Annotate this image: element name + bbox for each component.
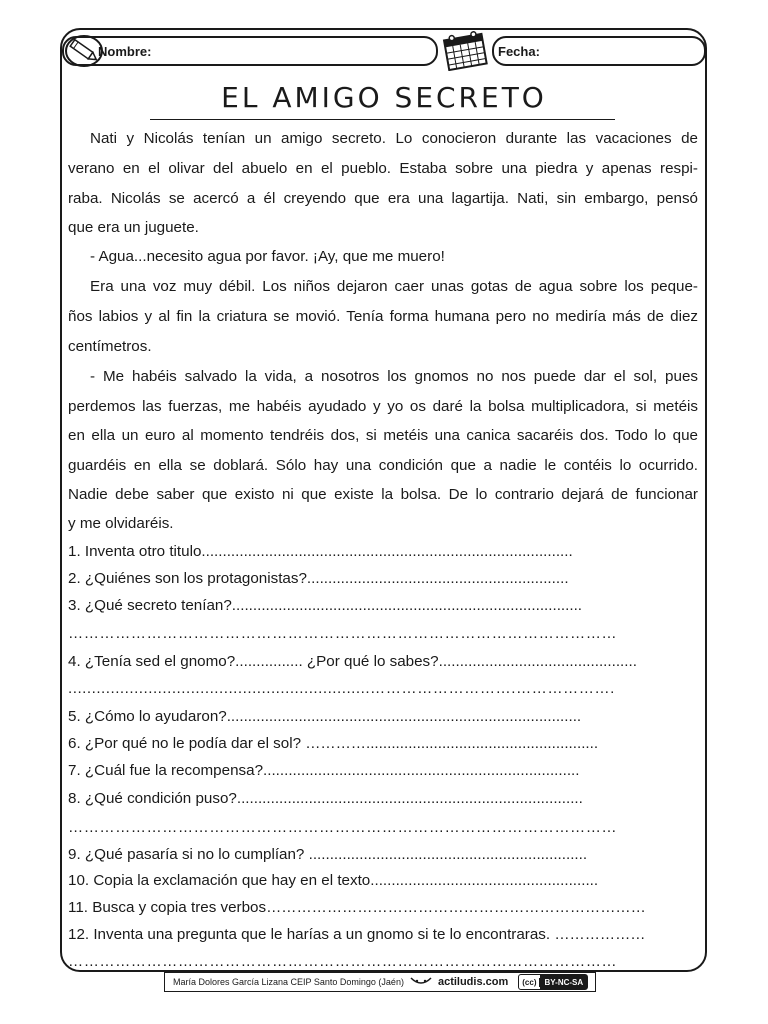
question-item: 9. ¿Qué pasaría si no lo cumplían? ..................................................................	[68, 846, 588, 863]
answer-line[interactable]: ……………………………………………………………………………………………	[68, 953, 618, 970]
story-line: Nati y Nicolás tenían un amigo secreto. Lo conocieron durante las vacaciones de	[90, 130, 698, 147]
answer-line[interactable]: ................................................................……………………….……………….	[68, 680, 615, 697]
question-item: 3. ¿Qué secreto tenían?...................................................................................	[68, 597, 583, 614]
actiludis-logo-icon	[410, 976, 432, 988]
date-field[interactable]	[492, 36, 706, 66]
question-item: 4. ¿Tenía sed el gnomo?................ ¿Por qué lo sabes?...............................................	[68, 653, 637, 670]
worksheet-title: EL AMIGO SECRETO	[221, 81, 547, 114]
question-item: 6. ¿Por qué no le podía dar el sol? ………….......................................................	[68, 735, 599, 752]
story-line: raba. Nicolás se acercó a él creyendo que era una lagartija. Nati, sin embargo, pensó	[68, 190, 698, 207]
calendar-icon	[440, 29, 490, 71]
question-item: 1. Inventa otro titulo........................................................................................	[68, 543, 573, 560]
story-line: Era una voz muy débil. Los niños dejaron caer unas gotas de agua sobre los peque-	[90, 278, 698, 295]
story-line: guardéis en ella se doblará. Sólo hay una condición que a nadie le contéis lo ocurrido.	[68, 457, 698, 474]
question-item: 12. Inventa una pregunta que le harías a un gnomo si te lo encontraras. ………………	[68, 926, 646, 943]
question-item: 2. ¿Quiénes son los protagonistas?..............................................................	[68, 570, 569, 587]
story-line: - Me habéis salvado la vida, a nosotros los gnomos no nos puede dar el sol, pues	[90, 368, 698, 385]
cc-symbol: (cc)	[519, 978, 540, 987]
question-item: 5. ¿Cómo lo ayudaron?....................................................................................	[68, 708, 582, 725]
name-label: Nombre:	[98, 43, 152, 59]
story-line: en ella un euro al momento tendréis dos, si metéis una canica sacaréis dos. Todo lo que	[68, 427, 698, 444]
question-item: 11. Busca y copia tres verbos…………………………………………………………………	[68, 899, 646, 916]
question-item: 10. Copia la exclamación que hay en el texto......................................................	[68, 872, 599, 889]
story-line: verano en el olivar del abuelo en el pueblo. Estaba sobre una piedra y apenas respi-	[68, 160, 698, 177]
license-badge[interactable]	[518, 974, 588, 990]
name-field[interactable]	[62, 36, 438, 66]
story-line: ños labios y al fin la criatura se movió. Tenía forma humana pero no mediría más de diez	[68, 308, 698, 325]
title-underline	[150, 119, 615, 120]
credits-footer	[164, 972, 596, 992]
story-line: y me olvidaréis.	[68, 515, 174, 532]
question-item: 7. ¿Cuál fue la recompensa?...........................................................................	[68, 762, 580, 779]
license-label: BY-NC-SA	[540, 975, 587, 989]
story-line: Nadie debe saber que existo ni que existe la bolsa. De lo contrario dejará de funcionar	[68, 486, 698, 503]
answer-line[interactable]: ……………………………………………………………………………………………	[68, 819, 618, 836]
date-label: Fecha:	[498, 43, 540, 59]
answer-line[interactable]: ……………………………………………………………………………………………	[68, 625, 618, 642]
story-line: - Agua...necesito agua por favor. ¡Ay, que me muero!	[90, 248, 445, 265]
story-line: centímetros.	[68, 338, 152, 355]
story-line: que era un juguete.	[68, 219, 199, 236]
question-item: 8. ¿Qué condición puso?..................................................................................	[68, 790, 583, 807]
author-credit: María Dolores García Lizana CEIP Santo Domingo (Jaén)	[173, 977, 404, 987]
story-line: perdemos las fuerzas, me habéis ayudado y yo os daré la bolsa multiplicadora, si metéis	[68, 398, 698, 415]
site-link[interactable]: actiludis.com	[437, 976, 509, 988]
